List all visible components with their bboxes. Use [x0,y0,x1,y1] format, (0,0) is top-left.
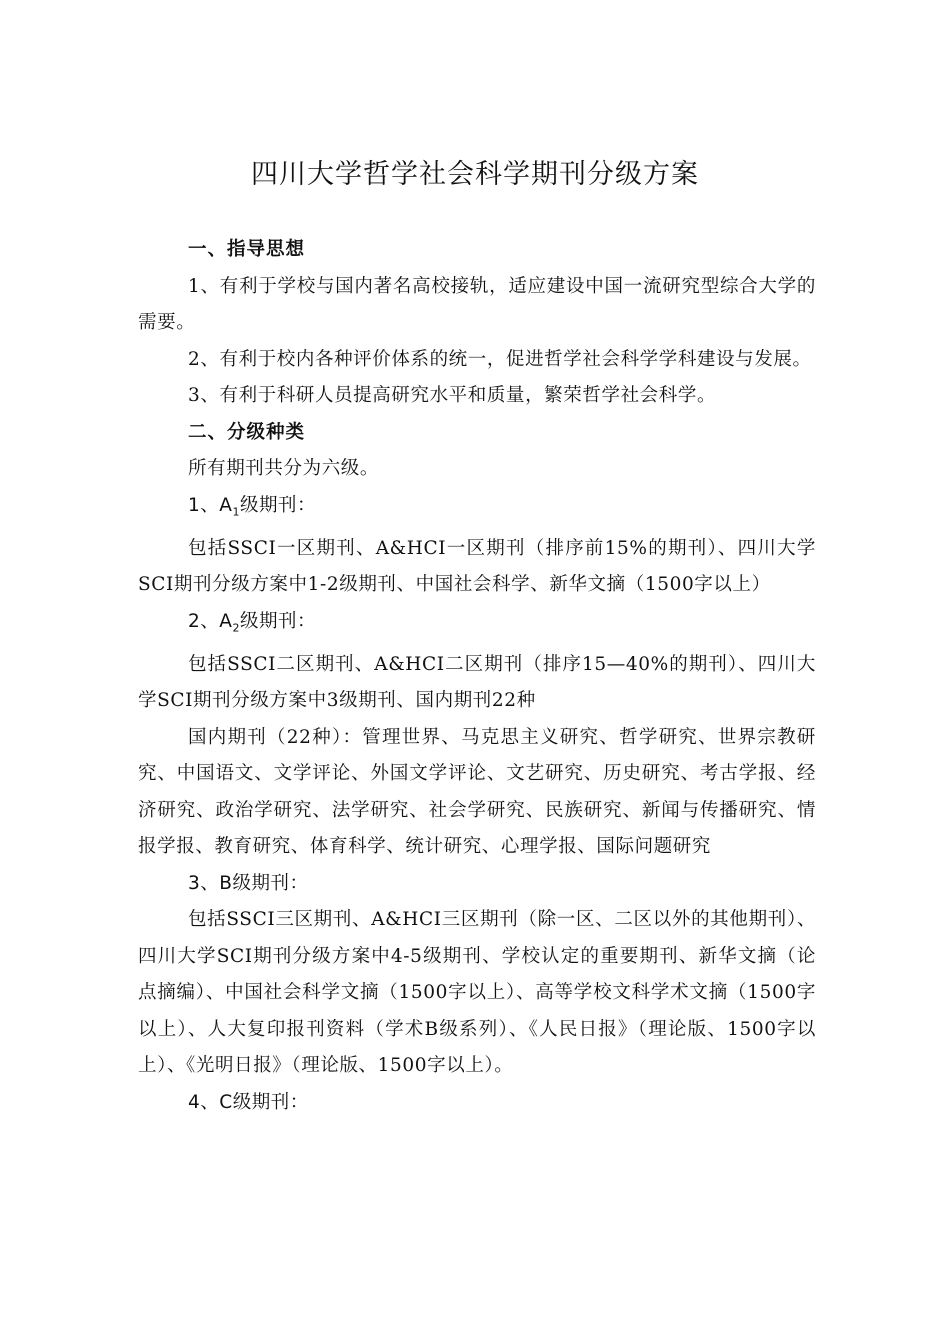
level-a2-suffix: 级期刊： [239,610,316,632]
paragraph-a2-journals: 包括SSCI二区期刊、A&HCI二区期刊（排序15—40%的期刊）、四川大学SCI期刊分级方案中3级期刊、国内期刊22种 [138,653,816,712]
level-a1-subscript: 1 [232,505,240,519]
level-c-heading: 4、C级期刊： [188,1091,309,1113]
section-heading-guiding-ideology: 一、指导思想 [188,239,306,260]
document-body [138,232,816,1121]
paragraph-point-1: 1、有利于学校与国内著名高校接轨，适应建设中国一流研究型综合大学的需要。 [138,275,816,333]
level-a1-heading [138,488,816,531]
paragraph-point-2: 2、有利于校内各种评价体系的统一，促进哲学社会科学学科建设与发展。 [188,348,812,370]
level-b-heading: 3、B级期刊： [188,872,309,894]
paragraph-point-3: 3、有利于科研人员提高研究水平和质量，繁荣哲学社会科学。 [188,385,717,406]
paragraph-b-journals: 包括SSCI三区期刊、A&HCI三区期刊（除一区、二区以外的其他期刊）、四川大学SCI期刊分级方案中4-5级期刊、学校认定的重要期刊、新华文摘（论点摘编）、中国社会科学文摘（1500字以上）、高等学校文科学术文摘（1500字以上）、人大复印报刊资料（学术B级系列）、《人民日报》（理论版、1500字以上）、《光明日报》（理论版、1500字以上）。 [138,909,816,1077]
document-title: 四川大学哲学社会科学期刊分级方案 [251,159,699,190]
level-a2-prefix: 2、A [188,610,233,632]
level-a1-prefix: 1、A [188,494,233,516]
paragraph-six-levels: 所有期刊共分为六级。 [188,458,380,479]
level-a1-suffix: 级期刊： [239,494,316,516]
level-a2-subscript: 2 [232,621,240,635]
paragraph-domestic-22-journals: 国内期刊（22种）：管理世界、马克思主义研究、哲学研究、世界宗教研究、中国语文、文学评论、外国文学评论、文艺研究、历史研究、考古学报、经济研究、政治学研究、法学研究、社会学研究、民族研究、新闻与传播研究、情报学报、教育研究、体育科学、统计研究、心理学报、国际问题研究 [138,726,816,858]
section-heading-classification: 二、分级种类 [188,421,306,443]
paragraph-a1-journals: 包括SSCI一区期刊、A&HCI一区期刊（排序前15%的期刊）、四川大学SCI期刊分级方案中1-2级期刊、中国社会科学、新华文摘（1500字以上） [138,537,816,596]
level-a2-heading [138,604,816,647]
